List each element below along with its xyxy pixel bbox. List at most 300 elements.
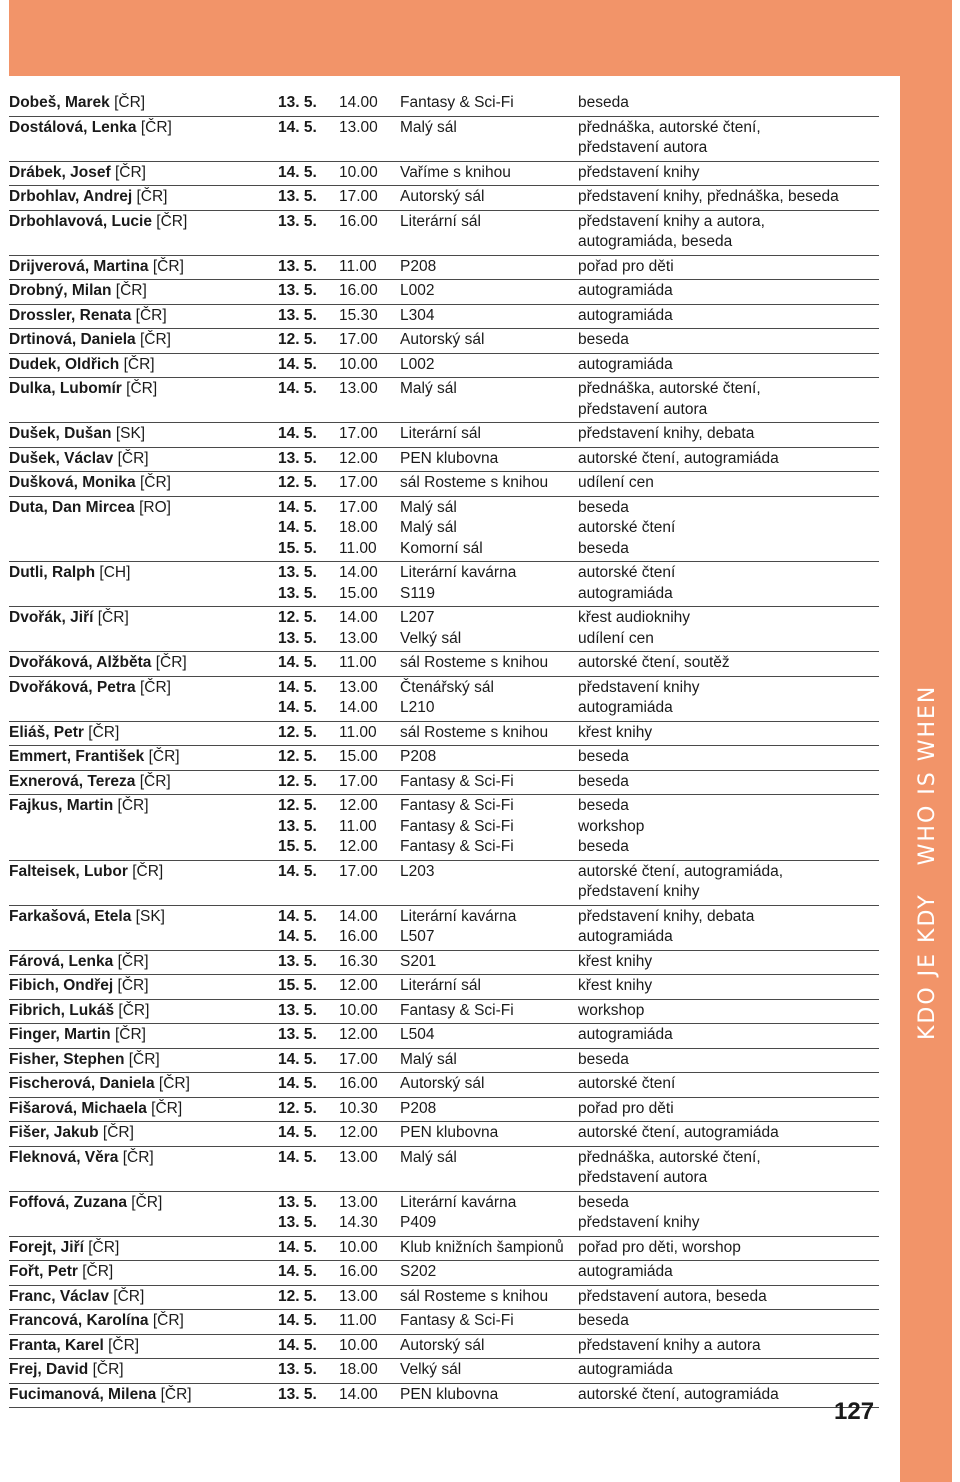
author-country: [ČR] xyxy=(88,1238,120,1256)
event-line xyxy=(9,882,879,903)
author-name-text: Fischerová, Daniela xyxy=(9,1075,155,1092)
event-venue: Literární sál xyxy=(400,425,481,442)
author-name xyxy=(9,653,278,674)
event-type: křest knihy xyxy=(578,723,653,741)
author-name xyxy=(9,1262,278,1283)
event-venue: Fantasy & Sci-Fi xyxy=(400,817,514,835)
event-date: 12. 5. xyxy=(278,474,317,491)
event-date: 14. 5. xyxy=(278,678,317,696)
event-date: 14. 5. xyxy=(278,519,317,536)
event-time: 10.00 xyxy=(339,1336,378,1354)
event-venue: Malý sál xyxy=(400,118,457,136)
author-name-text: Exnerová, Tereza xyxy=(9,772,136,790)
author-name xyxy=(9,400,278,421)
author-country: [ČR] xyxy=(97,609,129,626)
event-type: autogramiáda xyxy=(578,282,673,299)
author-name xyxy=(9,1238,278,1259)
author-country: [ČR] xyxy=(115,282,147,299)
author-country: [ČR] xyxy=(88,723,120,741)
author-name xyxy=(9,163,278,184)
author-country: [ČR] xyxy=(160,1385,192,1403)
author-name xyxy=(9,1311,278,1332)
table-row xyxy=(9,1237,879,1262)
event-line xyxy=(9,584,879,605)
event-line xyxy=(9,608,879,629)
author-name xyxy=(9,1193,278,1214)
author-country: [ČR] xyxy=(151,1099,183,1117)
author-name xyxy=(9,473,278,494)
event-time: 12.00 xyxy=(339,838,378,855)
event-venue: PEN klubovna xyxy=(400,1385,499,1403)
event-venue: S202 xyxy=(400,1263,437,1280)
author-name-text: Dudek, Oldřich xyxy=(9,355,120,373)
event-date: 12. 5. xyxy=(278,723,317,741)
event-line xyxy=(9,212,879,233)
event-time: 16.00 xyxy=(339,282,378,299)
event-venue: L210 xyxy=(400,699,435,716)
event-date: 12. 5. xyxy=(278,748,317,765)
event-date: 14. 5. xyxy=(278,928,317,945)
event-venue: Čtenářský sál xyxy=(400,678,494,696)
author-name-text: Fišer, Jakub xyxy=(9,1124,99,1141)
table-row xyxy=(9,906,879,951)
event-date: 14. 5. xyxy=(278,163,317,181)
event-venue: Klub knižních šampionů xyxy=(400,1238,564,1256)
event-venue: L002 xyxy=(400,355,435,373)
event-venue: Vaříme s knihou xyxy=(400,163,511,181)
author-name-text: Dvořák, Jiří xyxy=(9,609,94,626)
event-type: beseda xyxy=(578,539,629,557)
event-venue: PEN klubovna xyxy=(400,449,499,467)
author-name-text: Fárová, Lenka xyxy=(9,952,114,970)
event-type: pořad pro děti, worshop xyxy=(578,1238,741,1256)
author-country: [ČR] xyxy=(117,797,149,814)
table-row xyxy=(9,1335,879,1360)
event-venue: Fantasy & Sci-Fi xyxy=(400,772,514,790)
event-type: autorské čtení, autogramiáda xyxy=(578,1385,779,1403)
event-date: 14. 5. xyxy=(278,1238,317,1256)
author-name-text: Forejt, Jiří xyxy=(9,1238,84,1256)
table-row xyxy=(9,186,879,211)
event-venue: Autorský sál xyxy=(400,1336,485,1354)
event-type: beseda xyxy=(578,797,629,814)
author-country: [ČR] xyxy=(114,163,146,181)
event-type: udílení cen xyxy=(578,474,654,491)
table-row xyxy=(9,1049,879,1074)
table-row xyxy=(9,652,879,677)
event-time: 13.00 xyxy=(339,678,378,696)
event-venue: Fantasy & Sci-Fi xyxy=(400,1001,514,1019)
event-venue: Autorský sál xyxy=(400,1075,485,1092)
event-date: 14. 5. xyxy=(278,355,317,373)
event-type: autorské čtení, soutěž xyxy=(578,654,730,671)
author-name xyxy=(9,952,278,973)
event-time: 16.00 xyxy=(339,1263,378,1280)
event-line xyxy=(9,747,879,768)
author-name xyxy=(9,93,278,114)
event-date xyxy=(278,1168,339,1189)
author-country: [SK] xyxy=(115,425,146,442)
author-country: [ČR] xyxy=(117,449,149,467)
author-name xyxy=(9,1123,278,1144)
event-time: 18.00 xyxy=(339,1361,378,1378)
author-country: [ČR] xyxy=(135,306,167,324)
event-line xyxy=(9,772,879,793)
event-type: pořad pro děti xyxy=(578,257,674,275)
event-date: 13. 5. xyxy=(278,1361,317,1378)
table-row xyxy=(9,771,879,796)
event-line xyxy=(9,862,879,883)
event-line xyxy=(9,678,879,699)
event-line xyxy=(9,1001,879,1022)
author-name-text: Eliáš, Petr xyxy=(9,723,84,741)
author-country: [ČR] xyxy=(123,355,155,373)
event-venue: Literární sál xyxy=(400,212,481,230)
event-line xyxy=(9,653,879,674)
event-venue: P208 xyxy=(400,748,437,765)
event-date: 14. 5. xyxy=(278,498,317,516)
event-time: 17.00 xyxy=(339,772,378,790)
author-name-text: Franta, Karel xyxy=(9,1336,104,1354)
author-country: [RO] xyxy=(139,498,171,516)
event-venue: S119 xyxy=(400,584,436,602)
event-date: 15. 5. xyxy=(278,539,317,557)
event-time xyxy=(339,400,400,421)
event-venue: Fantasy & Sci-Fi xyxy=(400,1312,514,1329)
event-type: beseda xyxy=(578,1312,629,1329)
event-line xyxy=(9,1262,879,1283)
event-type: představení knihy, přednáška, beseda xyxy=(578,188,839,205)
author-country: [ČR] xyxy=(131,1193,163,1211)
event-venue: Literární kavárna xyxy=(400,1193,517,1211)
event-venue: Autorský sál xyxy=(400,331,485,348)
event-line xyxy=(9,723,879,744)
event-date: 13. 5. xyxy=(278,188,317,205)
event-date: 13. 5. xyxy=(278,1193,317,1211)
event-date: 13. 5. xyxy=(278,1214,317,1231)
event-line xyxy=(9,379,879,400)
event-line xyxy=(9,306,879,327)
author-country: [ČR] xyxy=(92,1361,124,1378)
author-name-text: Duta, Dan Mircea xyxy=(9,498,135,516)
author-name-text: Fisher, Stephen xyxy=(9,1050,125,1068)
event-line xyxy=(9,1099,879,1120)
author-name-text: Dostálová, Lenka xyxy=(9,118,137,136)
table-row xyxy=(9,354,879,379)
event-line xyxy=(9,796,879,817)
author-country: [ČR] xyxy=(114,94,146,111)
event-type: představení autora xyxy=(578,400,708,418)
schedule-table xyxy=(9,92,879,1408)
event-time: 17.00 xyxy=(339,862,378,880)
author-name xyxy=(9,927,278,948)
event-time: 11.00 xyxy=(339,654,377,671)
event-line xyxy=(9,907,879,928)
author-name xyxy=(9,837,278,858)
section-label-czech: KDO JE KDY xyxy=(915,893,940,1040)
author-name xyxy=(9,518,278,539)
event-venue: Fantasy & Sci-Fi xyxy=(400,94,514,111)
event-time: 10.00 xyxy=(339,1001,378,1019)
event-venue: L504 xyxy=(400,1026,435,1043)
author-name xyxy=(9,138,278,159)
author-name-text: Fleknová, Věra xyxy=(9,1148,119,1166)
event-venue xyxy=(400,232,578,253)
event-type: beseda xyxy=(578,331,629,348)
event-line xyxy=(9,1123,879,1144)
table-row xyxy=(9,1384,879,1409)
event-date: 13. 5. xyxy=(278,952,317,970)
event-date: 12. 5. xyxy=(278,331,317,348)
event-type: autogramiáda xyxy=(578,1026,673,1043)
event-line xyxy=(9,1193,879,1214)
author-country: [ČR] xyxy=(139,331,171,348)
event-venue: Fantasy & Sci-Fi xyxy=(400,797,514,814)
event-date xyxy=(278,232,339,253)
author-name xyxy=(9,747,278,768)
event-line xyxy=(9,1025,879,1046)
section-label-english: WHO IS WHEN xyxy=(915,684,940,866)
event-venue: L304 xyxy=(400,306,435,324)
author-name-text: Drbohlavová, Lucie xyxy=(9,212,152,230)
author-name xyxy=(9,306,278,327)
event-type: představení knihy a autora xyxy=(578,1336,761,1354)
event-date: 13. 5. xyxy=(278,1385,317,1403)
event-date: 13. 5. xyxy=(278,1001,317,1019)
event-venue: PEN klubovna xyxy=(400,1124,499,1141)
author-name-text: Dutli, Ralph xyxy=(9,564,96,581)
event-type: beseda xyxy=(578,498,629,516)
event-date: 12. 5. xyxy=(278,797,317,814)
event-line xyxy=(9,424,879,445)
event-date: 14. 5. xyxy=(278,1124,317,1141)
event-type: autorské čtení xyxy=(578,564,676,581)
event-line xyxy=(9,257,879,278)
event-date: 14. 5. xyxy=(278,118,317,136)
author-name xyxy=(9,1148,278,1169)
event-date xyxy=(278,138,339,159)
event-type: křest knihy xyxy=(578,977,653,994)
event-time: 16.00 xyxy=(339,1075,378,1092)
author-country: [ČR] xyxy=(122,1148,154,1166)
event-date: 14. 5. xyxy=(278,1075,317,1092)
event-time: 13.00 xyxy=(339,380,378,397)
table-row xyxy=(9,211,879,256)
author-name xyxy=(9,379,278,400)
table-row xyxy=(9,1192,879,1237)
event-date: 13. 5. xyxy=(278,564,317,581)
author-name-text: Dušek, Václav xyxy=(9,449,114,467)
event-time: 10.30 xyxy=(339,1099,378,1117)
author-name-text: Dušek, Dušan xyxy=(9,425,112,442)
event-date: 12. 5. xyxy=(278,609,317,626)
event-type: autogramiáda xyxy=(578,1361,673,1378)
table-row xyxy=(9,746,879,771)
author-country: [ČR] xyxy=(114,1026,146,1043)
author-name-text: Fibich, Ondřej xyxy=(9,977,114,994)
event-time xyxy=(339,232,400,253)
event-type: autogramiáda xyxy=(578,355,673,373)
event-line xyxy=(9,118,879,139)
author-country: [ČR] xyxy=(155,654,187,671)
author-country: [ČR] xyxy=(102,1124,134,1141)
author-country: [ČR] xyxy=(158,1075,190,1092)
event-line xyxy=(9,629,879,650)
event-date: 12. 5. xyxy=(278,1099,317,1117)
event-line xyxy=(9,927,879,948)
author-country: [ČR] xyxy=(139,772,171,790)
author-name-text: Fucimanová, Milena xyxy=(9,1385,157,1403)
event-date: 13. 5. xyxy=(278,212,317,230)
event-line xyxy=(9,449,879,470)
event-type: představení knihy, debata xyxy=(578,907,755,925)
event-venue: Malý sál xyxy=(400,380,457,397)
event-time xyxy=(339,882,400,903)
event-date: 13. 5. xyxy=(278,282,317,299)
event-venue: Literární kavárna xyxy=(400,564,517,581)
event-date xyxy=(278,882,339,903)
table-row xyxy=(9,1073,879,1098)
event-date: 14. 5. xyxy=(278,862,317,880)
table-row xyxy=(9,280,879,305)
event-type: představení knihy xyxy=(578,1214,700,1231)
event-line xyxy=(9,187,879,208)
event-time: 14.00 xyxy=(339,94,378,111)
author-name xyxy=(9,678,278,699)
event-type: workshop xyxy=(578,817,645,835)
event-venue: Malý sál xyxy=(400,498,457,516)
table-row xyxy=(9,951,879,976)
event-line xyxy=(9,837,879,858)
event-type: beseda xyxy=(578,748,629,765)
event-time: 12.00 xyxy=(339,797,378,814)
author-country: [ČR] xyxy=(108,1336,140,1354)
author-name-text: Drábek, Josef xyxy=(9,163,111,181)
table-row xyxy=(9,1147,879,1192)
author-name-text: Dobeš, Marek xyxy=(9,94,110,111)
page-number: 127 xyxy=(834,1398,875,1425)
event-type: autorské čtení, autogramiáda xyxy=(578,449,779,467)
author-name-text: Dušková, Monika xyxy=(9,474,136,491)
event-date: 14. 5. xyxy=(278,654,317,671)
event-time xyxy=(339,1168,400,1189)
event-type: autogramiáda xyxy=(578,306,673,324)
table-row xyxy=(9,795,879,861)
author-name xyxy=(9,907,278,928)
event-time: 14.00 xyxy=(339,609,378,626)
event-venue: Komorní sál xyxy=(400,539,483,557)
event-date: 14. 5. xyxy=(278,699,317,716)
event-time: 11.00 xyxy=(339,723,377,741)
event-time: 16.30 xyxy=(339,952,378,970)
event-venue xyxy=(400,400,578,421)
event-venue xyxy=(400,138,578,159)
author-name-text: Fibrich, Lukáš xyxy=(9,1001,115,1019)
author-name-text: Drtinová, Daniela xyxy=(9,331,136,348)
author-name xyxy=(9,424,278,445)
author-name-text: Fořt, Petr xyxy=(9,1263,78,1280)
event-type: křest knihy xyxy=(578,952,653,970)
event-line xyxy=(9,1050,879,1071)
author-name-text: Foffová, Zuzana xyxy=(9,1193,127,1211)
author-country: [ČR] xyxy=(152,1312,184,1329)
table-row xyxy=(9,305,879,330)
event-line xyxy=(9,163,879,184)
event-date xyxy=(278,400,339,421)
author-name xyxy=(9,449,278,470)
author-name xyxy=(9,1050,278,1071)
event-time: 13.00 xyxy=(339,1193,378,1211)
author-name xyxy=(9,629,278,650)
table-row xyxy=(9,722,879,747)
table-row xyxy=(9,1000,879,1025)
event-type: pořad pro děti xyxy=(578,1099,674,1117)
event-line xyxy=(9,1238,879,1259)
table-row xyxy=(9,1261,879,1286)
author-name-text: Franc, Václav xyxy=(9,1287,109,1305)
event-type: autogramiáda xyxy=(578,928,673,945)
event-date: 14. 5. xyxy=(278,907,317,925)
author-name xyxy=(9,118,278,139)
author-name-text: Frej, David xyxy=(9,1361,89,1378)
event-time: 14.00 xyxy=(339,699,378,716)
event-time: 11.00 xyxy=(339,1312,377,1329)
author-country: [ČR] xyxy=(117,977,149,994)
event-line xyxy=(9,1287,879,1308)
event-venue: Malý sál xyxy=(400,1050,457,1068)
event-time: 10.00 xyxy=(339,163,378,181)
author-name-text: Francová, Karolína xyxy=(9,1312,149,1329)
author-name xyxy=(9,862,278,883)
event-line xyxy=(9,93,879,114)
event-date: 12. 5. xyxy=(278,772,317,790)
event-line xyxy=(9,1148,879,1169)
event-line xyxy=(9,1168,879,1189)
author-name-text: Fišarová, Michaela xyxy=(9,1099,147,1117)
event-time: 17.00 xyxy=(339,331,378,348)
event-date: 14. 5. xyxy=(278,1263,317,1280)
author-name xyxy=(9,257,278,278)
author-country: [ČR] xyxy=(139,678,171,696)
event-date: 12. 5. xyxy=(278,1287,317,1305)
event-venue: Autorský sál xyxy=(400,188,485,205)
event-venue: L207 xyxy=(400,609,435,626)
author-country: [ČR] xyxy=(139,474,171,491)
author-name xyxy=(9,772,278,793)
event-type: autorské čtení, autogramiáda, xyxy=(578,862,784,880)
event-type: představení knihy xyxy=(578,163,700,181)
event-date: 14. 5. xyxy=(278,1312,317,1329)
table-row xyxy=(9,1310,879,1335)
event-type: představení autora, beseda xyxy=(578,1287,767,1305)
event-type: workshop xyxy=(578,1001,645,1019)
event-date: 15. 5. xyxy=(278,977,317,994)
event-time: 14.30 xyxy=(339,1214,378,1231)
event-line xyxy=(9,1336,879,1357)
author-name-text: Dvořáková, Petra xyxy=(9,678,136,696)
event-line xyxy=(9,281,879,302)
event-venue: P208 xyxy=(400,1099,437,1117)
table-row xyxy=(9,861,879,906)
event-line xyxy=(9,138,879,159)
author-name xyxy=(9,1074,278,1095)
event-line xyxy=(9,817,879,838)
author-name-text: Falteisek, Lubor xyxy=(9,862,128,880)
event-date: 14. 5. xyxy=(278,380,317,397)
author-name-text: Drossler, Renata xyxy=(9,306,132,324)
author-name-text: Drbohlav, Andrej xyxy=(9,188,133,205)
event-type: představení knihy, debata xyxy=(578,425,755,442)
